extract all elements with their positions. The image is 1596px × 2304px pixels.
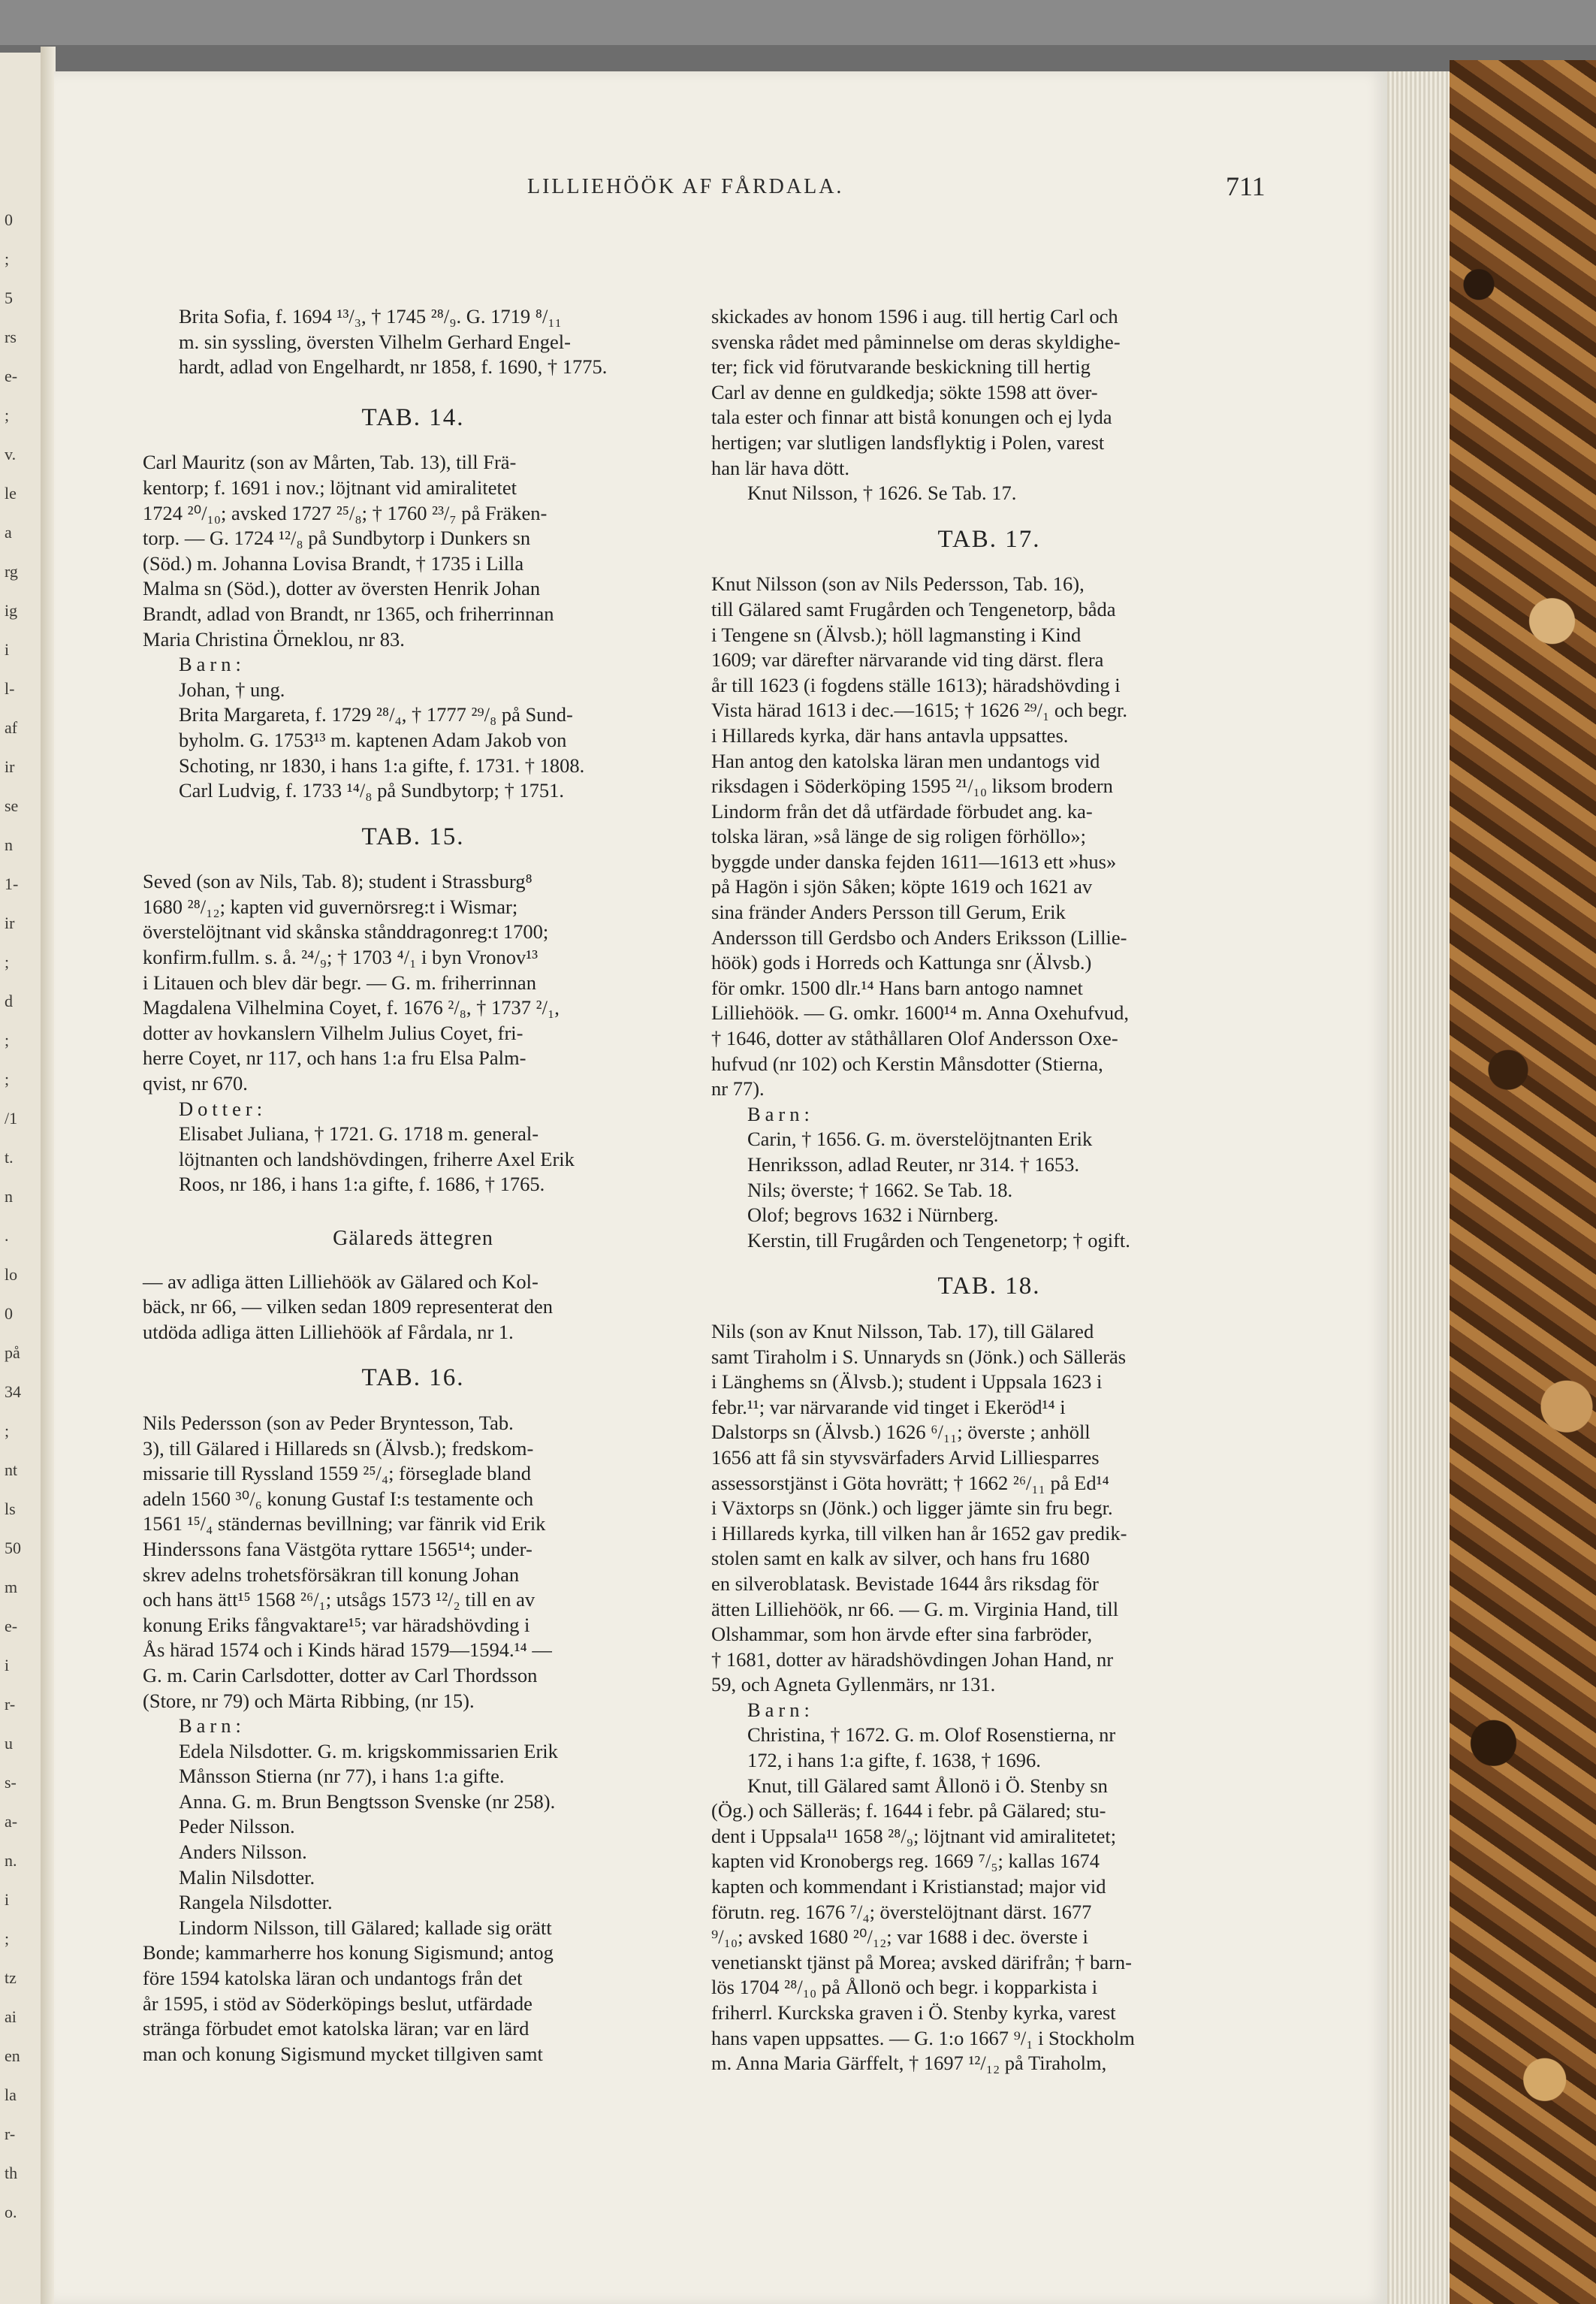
- entry-line: dotter av hovkanslern Vilhelm Julius Coyet, fri-: [143, 1021, 523, 1044]
- entry-line: Malma sn (Söd.), dotter av översten Henrik Johan: [143, 577, 541, 600]
- entry-line: febr.¹¹; var närvarande vid tinget i Ekeröd¹⁴ i: [711, 1395, 1066, 1418]
- entry-line: Andersson till Gerdsbo och Anders Eriksson (Lillie-: [711, 926, 1127, 949]
- entry-line: (Söd.) m. Johanna Lovisa Brandt, † 1735 i Lilla: [143, 551, 524, 575]
- child-line: byholm. G. 1753¹³ m. kaptenen Adam Jakob von: [179, 728, 567, 751]
- entry-line: riksdagen i Söderköping 1595 ²¹/₁₀ liksom brodern: [711, 775, 1113, 798]
- entry-line: Lindorm från det då utfärdade förbudet ang. ka-: [711, 799, 1093, 823]
- margin-fragment: 34: [5, 1382, 21, 1401]
- entry-line: † 1646, dotter av ståthållaren Olof Andersson Oxe-: [711, 1027, 1118, 1050]
- entry-line: tala ester och finnar att bistå konungen och ej lyda: [711, 406, 1112, 429]
- entry-line: dent i Uppsala¹¹ 1658 ²⁸/₉; löjtnant vid amiralitetet;: [711, 1824, 1117, 1847]
- entry-line: och hans ätt¹⁵ 1568 ²⁶/₁; utsågs 1573 ¹²/₂ till en av: [143, 1588, 536, 1611]
- book-spine: [41, 47, 56, 2304]
- entry-line: år till 1623 (i fogdens ställe 1613); häradshövding i: [711, 673, 1121, 696]
- entry-line: konfirm.fullm. s. å. ²⁴/₉; † 1703 ⁴/₁ i byn Vronov¹³: [143, 946, 539, 969]
- margin-fragment: ir: [5, 913, 15, 932]
- margin-fragment: th: [5, 2164, 18, 2182]
- entry-line: kapten vid Kronobergs reg. 1669 ⁷/₅; kallas 1674: [711, 1850, 1100, 1873]
- left-page-edge: [0, 53, 47, 2304]
- entry-line: adeln 1560 ³⁰/₆ konung Gustaf I:s testamente och: [143, 1487, 534, 1510]
- margin-fragment: o.: [5, 2203, 17, 2221]
- margin-fragment: la: [5, 2085, 17, 2104]
- margin-fragment: i: [5, 1890, 10, 1909]
- entry-line: skickades av honom 1596 i aug. till hertig Carl och: [711, 305, 1118, 328]
- margin-fragment: i: [5, 1656, 10, 1674]
- child-line: Anders Nilsson.: [179, 1840, 307, 1864]
- margin-fragment: rg: [5, 562, 18, 581]
- margin-fragment: r-: [5, 1695, 16, 1714]
- entry-line: hardt, adlad von Engelhardt, nr 1858, f. 1690, † 1775.: [179, 355, 608, 379]
- entry-line: samt Tiraholm i S. Unnaryds sn (Jönk.) och Sälleräs: [711, 1345, 1127, 1368]
- entry-line: man och konung Sigismund mycket tillgiven samt: [143, 2042, 543, 2065]
- children-label: Dotter:: [179, 1097, 267, 1120]
- entry-line: Maria Christina Örneklou, nr 83.: [143, 627, 405, 651]
- entry-line: friherrl. Kurckska graven i Ö. Stenby kyrka, varest: [711, 2001, 1116, 2024]
- entry-line: före 1594 katolska läran och undantogs från det: [143, 1967, 523, 1990]
- entry-line: Vista härad 1613 i dec.—1615; † 1626 ²⁹/₁ och begr.: [711, 699, 1127, 722]
- entry-line: (Store, nr 79) och Märta Ribbing, (nr 15).: [143, 1689, 475, 1712]
- entry-line: stolen samt en kalk av silver, och hans fru 1680: [711, 1547, 1090, 1570]
- entry-line: torp. — G. 1724 ¹²/₈ på Sundbytorp i Dunkers sn: [143, 527, 531, 550]
- entry-line: Brita Sofia, f. 1694 ¹³/₃, † 1745 ²⁸/₉. G. 1719 ⁸/₁₁: [179, 305, 562, 328]
- child-line: 172, i hans 1:a gifte, f. 1638, † 1696.: [747, 1749, 1041, 1772]
- entry-line: 1724 ²⁰/₁₀; avsked 1727 ²⁵/₈; † 1760 ²³/₇ på Fräken-: [143, 501, 548, 524]
- entry-line: på Hagön i sjön Såken; köpte 1619 och 1621 av: [711, 875, 1093, 898]
- entry-line: Dalstorps sn (Älvsb.) 1626 ⁶/₁₁; överste ; anhöll: [711, 1421, 1091, 1444]
- tab-heading: TAB. 14.: [361, 403, 465, 431]
- entry-line: förutn. reg. 1676 ⁷/₄; överstelöjtnant därst. 1677: [711, 1900, 1092, 1923]
- child-line: Henriksson, adlad Reuter, nr 314. † 1653.: [747, 1153, 1079, 1176]
- margin-fragment: /1: [5, 1109, 18, 1128]
- margin-fragment: 0: [5, 1304, 13, 1323]
- margin-fragment: le: [5, 484, 17, 503]
- child-line: Peder Nilsson.: [179, 1815, 295, 1838]
- entry-line: ⁹/₁₀; avsked 1680 ²⁰/₁₂; var 1688 i dec. överste i: [711, 1925, 1088, 1949]
- entry-line: år 1595, i stöd av Söderköpings beslut, utfärdade: [143, 1991, 533, 2015]
- margin-fragment: 0: [5, 210, 13, 229]
- entry-line: stränga förbudet emot katolska läran; var en lärd: [143, 2017, 529, 2040]
- children-label: Barn:: [179, 1714, 246, 1738]
- margin-fragment: m: [5, 1578, 18, 1596]
- entry-line: kentorp; f. 1691 i nov.; löjtnant vid amiralitetet: [143, 476, 517, 499]
- left-column: [143, 304, 683, 2067]
- entry-line: Knut Nilsson, † 1626. Se Tab. 17.: [747, 482, 1017, 505]
- entry-line: utdöda adliga ätten Lilliehöök af Fårdala, nr 1.: [143, 1320, 514, 1343]
- entry-line: Nils Pedersson (son av Peder Bryntesson, Tab.: [143, 1411, 514, 1434]
- entry-line: 1680 ²⁸/₁₂; kapten vid guvernörsreg:t i Wismar;: [143, 895, 518, 918]
- entry-line: i Tengene sn (Älvsb.); höll lagmansting i Kind: [711, 623, 1082, 646]
- entry-line: 3), till Gälared i Hillareds sn (Älvsb.); fredskom-: [143, 1436, 534, 1460]
- entry-line: i Hillareds kyrka, till vilken han år 1652 gav predik-: [711, 1521, 1127, 1545]
- entry-line: qvist, nr 670.: [143, 1072, 248, 1095]
- children-label: Barn:: [747, 1102, 814, 1125]
- entry-line: venetianskt tjänst på Morea; avsked därifrån; † barn-: [711, 1950, 1132, 1973]
- entry-line: kapten och kommendant i Kristianstad; major vid: [711, 1875, 1106, 1898]
- entry-line: Magdalena Vilhelmina Coyet, f. 1676 ²/₈, † 1737 ²/₁,: [143, 996, 560, 1019]
- page-number: 711: [1226, 171, 1266, 201]
- child-line: löjtnanten och landshövdingen, friherre Axel Erik: [179, 1147, 575, 1170]
- margin-fragment: ig: [5, 601, 18, 620]
- margin-fragment: ;: [5, 249, 10, 268]
- margin-fragment: ;: [5, 1929, 10, 1948]
- child-line: Carl Ludvig, f. 1733 ¹⁴/₈ på Sundbytorp; † 1751.: [179, 779, 564, 802]
- entry-line: 59, och Agneta Gyllenmärs, nr 131.: [711, 1673, 996, 1696]
- entry-line: överstelöjtnant vid skånska stånddragonreg:t 1700;: [143, 920, 549, 944]
- margin-fragment: e-: [5, 367, 18, 385]
- margin-fragment: v.: [5, 445, 17, 464]
- margin-fragment: rs: [5, 328, 17, 346]
- right-column: [711, 304, 1267, 2076]
- margin-fragment: n: [5, 835, 13, 854]
- entry-line: sina fränder Anders Persson till Gerum, Erik: [711, 901, 1066, 924]
- margin-fragment: l-: [5, 679, 15, 698]
- entry-line: Ås härad 1574 och i Kinds härad 1579—1594.¹⁴ —: [143, 1638, 552, 1662]
- entry-line: svenska rådet med påminnelse om deras skyldighe-: [711, 330, 1121, 353]
- margin-fragment: ;: [5, 953, 10, 971]
- page-edges: [1378, 71, 1450, 2304]
- child-line: Lindorm Nilsson, till Gälared; kallade sig orätt: [179, 1916, 552, 1939]
- entry-line: G. m. Carin Carlsdotter, dotter av Carl Thordsson: [143, 1663, 538, 1686]
- child-line: Brita Margareta, f. 1729 ²⁸/₄, † 1777 ²⁹/₈ på Sund-: [179, 703, 573, 726]
- entry-line: Han antog den katolska läran men undantogs vid: [711, 749, 1100, 772]
- entry-line: 1609; var därefter närvarande vid ting därst. flera: [711, 648, 1104, 672]
- entry-line: 1656 att få sin styvsvärfaders Arvid Lilliesparres: [711, 1445, 1100, 1469]
- child-line: Edela Nilsdotter. G. m. krigskommissarien Erik: [179, 1739, 558, 1762]
- entry-line: Nils (son av Knut Nilsson, Tab. 17), till Gälared: [711, 1319, 1094, 1342]
- margin-fragment: .: [5, 1226, 9, 1245]
- margin-fragment: 5: [5, 288, 13, 307]
- entry-line: Bonde; kammarherre hos konung Sigismund; antog: [143, 1941, 554, 1964]
- entry-line: i Länghems sn (Älvsb.); student i Uppsala 1623 i: [711, 1370, 1103, 1394]
- margin-fragment: ;: [5, 1070, 10, 1089]
- entry-line: lös 1704 ²⁸/₁₀ på Ållonö och begr. i kopparkista i: [711, 1976, 1098, 1999]
- entry-line: för omkr. 1500 dlr.¹⁴ Hans barn antogo namnet: [711, 976, 1083, 999]
- book-page: [54, 71, 1387, 2304]
- entry-line: hertigen; var slutligen landsflyktig i Polen, varest: [711, 430, 1105, 454]
- entry-line: höök) gods i Horreds och Kattunga snr (Älvsb.): [711, 951, 1092, 974]
- entry-line: ter; fick vid förutvarande beskickning till hertig: [711, 355, 1091, 379]
- entry-line: ätten Lilliehöök, nr 66. — G. m. Virginia Hand, till: [711, 1597, 1119, 1620]
- margin-fragment: 1-: [5, 874, 19, 893]
- child-line: Malin Nilsdotter.: [179, 1865, 315, 1889]
- running-header: LILLIEHÖÖK AF FÅRDALA.: [527, 175, 844, 198]
- entry-line: missarie till Ryssland 1559 ²⁵/₄; förseglade bland: [143, 1462, 532, 1485]
- child-line: Olof; begrovs 1632 i Nürnberg.: [747, 1203, 999, 1227]
- entry-line: Hinderssons fana Västgöta ryttare 1565¹⁴; under-: [143, 1537, 533, 1560]
- entry-line: Brandt, adlad von Brandt, nr 1365, och friherrinnan: [143, 602, 554, 625]
- entry-line: skrev adelns trohetsförsäkran till konung Johan: [143, 1563, 520, 1586]
- entry-line: konung Eriks fångvaktare¹⁵; var häradshövding i: [143, 1613, 530, 1636]
- entry-line: Lilliehöök. — G. omkr. 1600¹⁴ m. Anna Oxehufvud,: [711, 1001, 1129, 1025]
- child-line: Anna. G. m. Brun Bengtsson Svenske (nr 258).: [179, 1789, 556, 1813]
- margin-fragment: af: [5, 718, 18, 737]
- margin-fragment: r-: [5, 2124, 16, 2143]
- margin-fragment: se: [5, 796, 19, 815]
- margin-fragment: s-: [5, 1773, 17, 1792]
- entry-line: han lär hava dött.: [711, 456, 849, 479]
- margin-fragment: ;: [5, 1421, 10, 1440]
- entry-line: byggde under danska fejden 1611—1613 ett »hus»: [711, 850, 1117, 873]
- margin-fragment: på: [5, 1343, 20, 1362]
- margin-fragment: n.: [5, 1851, 17, 1870]
- margin-fragment: ;: [5, 406, 10, 424]
- margin-fragment: a: [5, 523, 12, 542]
- child-line: Rangela Nilsdotter.: [179, 1891, 333, 1914]
- entry-line: m. sin syssling, översten Vilhelm Gerhard Engel-: [179, 330, 571, 353]
- children-label: Barn:: [179, 653, 246, 676]
- entry-line: nr 77).: [711, 1077, 765, 1101]
- entry-line: Carl av denne en guldkedja; sökte 1598 att över-: [711, 380, 1098, 403]
- children-label: Barn:: [747, 1698, 814, 1721]
- entry-line: assessorstjänst i Göta hovrätt; † 1662 ²⁶/₁₁ på Ed¹⁴: [711, 1471, 1109, 1494]
- margin-fragment: 50: [5, 1539, 21, 1557]
- tab-heading: TAB. 17.: [937, 525, 1041, 553]
- child-line: Knut, till Gälared samt Ållonö i Ö. Stenby sn: [747, 1774, 1108, 1797]
- marbled-cover: [1450, 60, 1596, 2304]
- tab-heading: TAB. 16.: [361, 1364, 465, 1392]
- tab-heading: TAB. 18.: [937, 1273, 1041, 1300]
- entry-line: hufvud (nr 102) och Kerstin Månsdotter (Stierna,: [711, 1052, 1103, 1075]
- margin-fragment: en: [5, 2046, 20, 2065]
- margin-fragment: t.: [5, 1148, 14, 1167]
- child-line: Christina, † 1672. G. m. Olof Rosenstierna, nr: [747, 1723, 1116, 1747]
- entry-line: 1561 ¹⁵/₄ ständernas bevillning; var fänrik vid Erik: [143, 1512, 546, 1535]
- entry-line: i Litauen och blev där begr. — G. m. friherrinnan: [143, 971, 536, 994]
- child-line: Schoting, nr 1830, i hans 1:a gifte, f. 1731. † 1808.: [179, 753, 585, 777]
- entry-line: herre Coyet, nr 117, och hans 1:a fru Elsa Palm-: [143, 1046, 526, 1070]
- child-line: Elisabet Juliana, † 1721. G. 1718 m. general-: [179, 1122, 539, 1146]
- margin-fragment: ls: [5, 1499, 16, 1518]
- entry-line: i Hillareds kyrka, där hans antavla uppsattes.: [711, 723, 1069, 747]
- entry-line: Olshammar, som hon ärvde efter sina farbröder,: [711, 1623, 1093, 1646]
- entry-line: † 1681, dotter av häradshövdingen Johan Hand, nr: [711, 1647, 1114, 1671]
- tab-heading: TAB. 15.: [361, 823, 465, 850]
- margin-fragment: ir: [5, 757, 15, 776]
- entry-line: bäck, nr 66, — vilken sedan 1809 representerat den: [143, 1295, 554, 1318]
- margin-fragment: nt: [5, 1460, 18, 1479]
- entry-line: tolska läran, »så länge de sig roligen förhöllo»;: [711, 825, 1086, 848]
- margin-fragment: lo: [5, 1265, 18, 1284]
- entry-line: Knut Nilsson (son av Nils Pedersson, Tab. 16),: [711, 572, 1085, 596]
- child-line: Roos, nr 186, i hans 1:a gifte, f. 1686, † 1765.: [179, 1173, 545, 1196]
- entry-line: en silveroblatask. Bevistade 1644 års riksdag för: [711, 1572, 1099, 1595]
- child-line: Johan, † ung.: [179, 678, 285, 701]
- margin-fragment: tz: [5, 1968, 17, 1987]
- margin-fragment: a-: [5, 1812, 18, 1831]
- child-line: Månsson Stierna (nr 77), i hans 1:a gifte.: [179, 1765, 505, 1788]
- margin-fragment: ;: [5, 1031, 10, 1049]
- margin-fragment: n: [5, 1187, 13, 1206]
- child-line: Kerstin, till Frugården och Tengenetorp; † ogift.: [747, 1228, 1130, 1252]
- entry-line: i Växtorps sn (Jönk.) och ligger jämte sin fru begr.: [711, 1496, 1113, 1520]
- section-heading: Gälareds ättegren: [333, 1227, 493, 1250]
- entry-line: — av adliga ätten Lilliehöök av Gälared och Kol-: [143, 1270, 539, 1293]
- entry-line: Seved (son av Nils, Tab. 8); student i Strassburg⁸: [143, 870, 533, 893]
- entry-line: Carl Mauritz (son av Mårten, Tab. 13), till Frä-: [143, 451, 517, 474]
- entry-line: till Gälared samt Frugården och Tengenetorp, båda: [711, 597, 1116, 621]
- margin-fragment: u: [5, 1734, 13, 1753]
- margin-fragment: ai: [5, 2007, 17, 2026]
- entry-line: (Ög.) och Sälleräs; f. 1644 i febr. på Gälared; stu-: [711, 1799, 1106, 1822]
- entry-line: hans vapen uppsattes. — G. 1:o 1667 ⁹/₁ i Stockholm: [711, 2026, 1135, 2049]
- child-line: Carin, † 1656. G. m. överstelöjtnanten Erik: [747, 1128, 1093, 1151]
- margin-fragment: e-: [5, 1617, 18, 1635]
- child-line: Nils; överste; † 1662. Se Tab. 18.: [747, 1178, 1013, 1201]
- margin-fragment: d: [5, 992, 13, 1010]
- entry-line: m. Anna Maria Gärffelt, † 1697 ¹²/₁₂ på Tiraholm,: [711, 2052, 1107, 2075]
- margin-fragment: i: [5, 640, 10, 659]
